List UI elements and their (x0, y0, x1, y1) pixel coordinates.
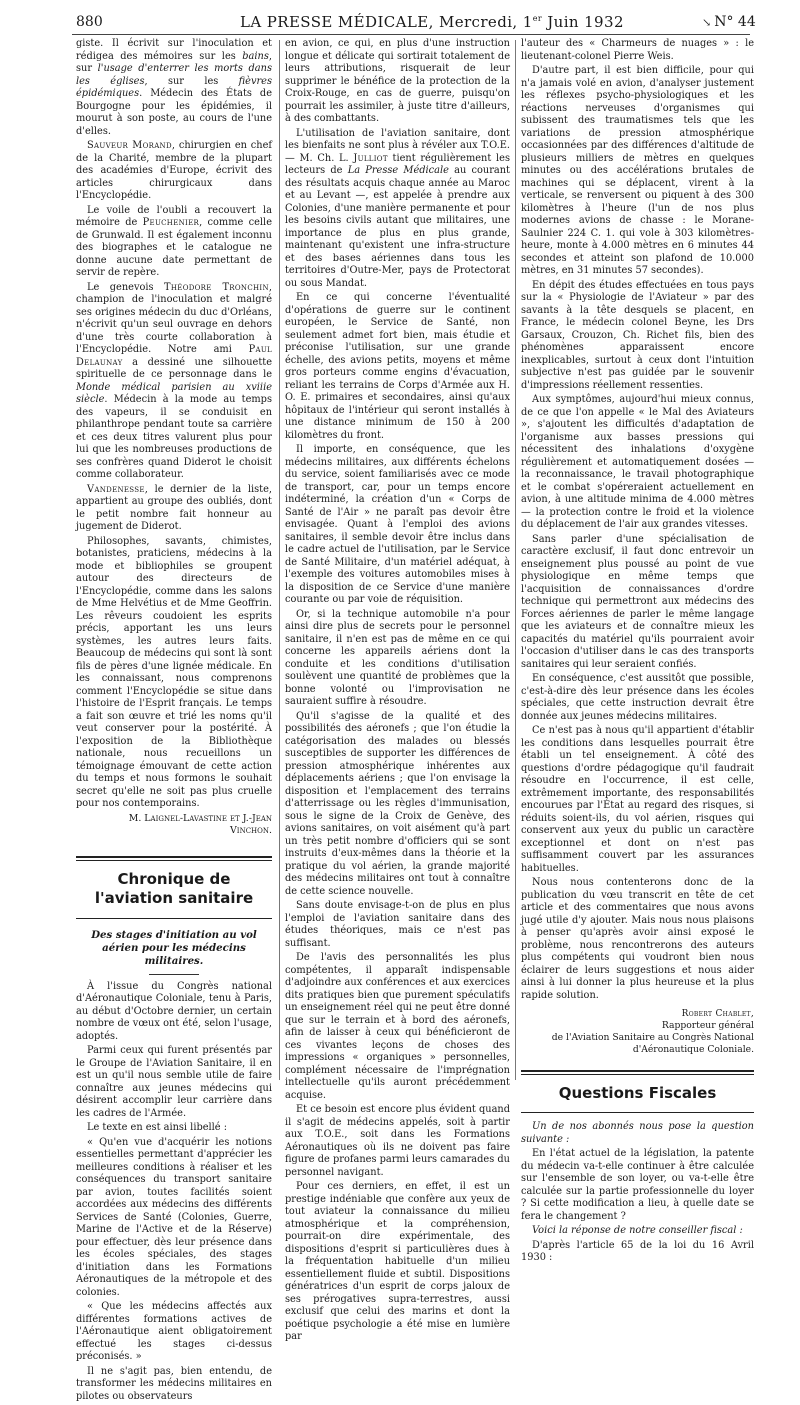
journal-name: LA PRESSE MÉDICALE, (240, 13, 434, 31)
journal-title (240, 13, 624, 31)
header-rule (72, 34, 750, 35)
question-text: En l'état actuel de la législation, la patente du médecin va-t-elle continuer à être calculée sur l'ensemble de son loyer, ou va-t-elle être calculée sur la partie professionnelle du loyer ? Si cette modification a lieu, à quelle date se fera le changement ? (521, 1148, 754, 1222)
signature-role: Rapporteur général (661, 1020, 754, 1031)
article-signature-block (521, 1008, 754, 1056)
paragraph: en avion, ce qui, en plus d'une instruction longue et délicate qui sortirait totalement de leurs attributions, risquerait de leur supprimer le bénéfice de la protection de la Croix-Rouge, en cas de guerre, puisqu'on pourrait les assimiler, à juste titre d'ailleurs, à des combattants. (285, 38, 510, 124)
paragraph: Philosophes, savants, chimistes, botanistes, praticiens, médecins à la mode et bibliophiles se groupent autour des directeurs de l'Encyclopédie, comme dans les salons de Mme Helvétius et de Mme Geoffrin. Les rêveurs coudoient les esprits précis, apportant les uns leurs systèmes, les autres leurs faits. Beaucoup de médecins qui sont là sont fils de pères d'une lignée médicale. En les connaissant, nous comprenons comment l'Encyclopédie se situe dans l'histoire de l'Esprit français. Le temps a fait son œuvre et trié les noms qu'il veut conserver pour la postérité. À l'exposition de la Bibliothèque nationale, nous recueillons un témoignage émouvant de cette action du temps et nous formons le souhait secret qu'elle ne soit pas plus cruelle pour nos contemporains. (76, 535, 272, 809)
paragraph: Parmi ceux qui furent présentés par le Groupe de l'Aviation Sanitaire, il en est un qu'il nous semble utile de faire connaître aux jeunes médecins qui désirent accomplir leur carrière dans les cadres de l'Armée. (76, 1045, 272, 1119)
issue-number-text: N° 44 (714, 14, 756, 30)
paragraph: Le genevois Théodore Tronchin, champion de l'inoculation et malgré ses origines médecin du duc d'Orléans, n'écrivit qu'un seul ouvrage en dehors d'une très courte collaboration à l'Encyclopédie. Notre ami Paul Delaunay a dessiné une silhouette spirituelle de ce personnage dans le Monde médical parisien au xviiie siècle. Médecin à la mode au temps des vapeurs, il se conduisit en philanthrope pendant toute sa carrière et ces deux titres valurent plus pour lui que les nombreuses productions de ses confrères quand Diderot le choisit comme collaborateur. (76, 281, 272, 480)
signature-role: de l'Aviation Sanitaire au Congrès National (551, 1032, 754, 1043)
paragraph: En ce qui concerne l'éventualité d'opérations de guerre sur le continent européen, le Service de Santé, non seulement admet fort bien, mais étudie et préconise l'utilisation, sur une grande échelle, des avions petits, moyens et même gros porteurs comme engins d'évacuation, reliant les terrains de Corps d'Armée aux H. O. E. primaires et secondaires, ainsi qu'aux hôpitaux de l'intérieur qui seront installés à une distance minimum de 150 à 200 kilomètres du front. (285, 292, 510, 441)
paragraph: Et ce besoin est encore plus évident quand il s'agit de médecins appelés, soit à partir aux T.O.E., soit dans les Formations Aéronautiques où ils ne doivent pas faire figure de profanes parmi leurs camarades du personnel navigant. (285, 1104, 510, 1178)
section-title-aviation: Chronique de l'aviation sanitaire (94, 869, 254, 907)
paragraph: Sauveur Morand, chirurgien en chef de la Charité, membre de la plupart des académies d'Europe, écrivit des articles chirurgicaux dans l'Encyclopédie. (76, 140, 272, 201)
answer-intro: Voici la réponse de notre conseiller fiscal : (532, 1225, 743, 1236)
short-rule (149, 974, 199, 975)
paragraph: Le texte en est ainsi libellé : (87, 1122, 227, 1133)
issue-day-sup: er (532, 14, 543, 23)
section-rule (76, 918, 272, 919)
answer-text: D'après l'article 65 de la loi du 16 Avril 1930 : (521, 1239, 754, 1263)
paragraph: Pour ces derniers, en effet, il est un prestige indéniable que confère aux yeux de tout aviateur la connaissance du milieu atmosphérique et la compréhension, pourrait-on dire expérimentale, des dispositions d'esprit si particulières dues à la fréquentation habituelle d'un milieu essentiellement fluide et subtil. Dispositions génératrices d'un esprit de corps jaloux de ses prérogatives supra-terrestres, aussi exclusif que celui des marins et dont la poétique psychologie a été mise en lumière par (285, 1181, 510, 1342)
issue-day: 1 (522, 13, 533, 31)
section-rule (76, 860, 272, 861)
paragraph: giste. Il écrivit sur l'inoculation et rédigea des mémoires sur les bains, sur l'usage d'enterrer les morts dans les églises, sur les fièvres épidémiques. Médecin des États de Bourgogne pour les épidémies, il mourut à son poste, au cours de l'une d'elles. (76, 38, 273, 137)
paragraph: De l'avis des personnalités les plus compétentes, il apparaît indispensable d'adjoindre aux conférences et aux exercices dits pratiques bien que purement spéculatifs un enseignement réel qui ne peut être donné que sur le terrain et à bord des aéronefs, afin de laisser à ceux qui bénéficieront de ces vivantes leçons de choses des impressions « organiques » personnelles, complément nécessaire de l'imprégnation intellectuelle qu'ils auront précédemment acquise. (285, 952, 510, 1101)
paragraph: Nous nous contenterons donc de la publication du vœu transcrit en tête de cet article et des commentaires que nous avons jugé utile d'y ajouter. Mais nous nous plaisons à penser qu'après avoir ainsi exposé le problème, nous rencontrerons des auteurs plus compétents qui voudront bien nous éclairer de leurs suggestions et nous aider ainsi à lui donner la plus heureuse et la plus rapide solution. (521, 877, 754, 1001)
section-rule (76, 856, 272, 858)
section-title-fiscal: Questions Fiscales (558, 1084, 717, 1102)
paragraph: D'autre part, il est bien difficile, pour qui n'a jamais volé en avion, d'analyser justement les réflexes psycho-physiologiques et les réactions nerveuses d'organismes qui subissent des traumatismes tels que les variations de pression atmosphérique occasionnées par des différences d'altitude de plusieurs milliers de mètres en quelques minutes ou des accélérations brutales de machines qui se déplacent, virent à la verticale, se renversent ou piquent à des 300 kilomètres à l'heure (l'un de nos plus modernes avions de chasse : le Morane-Saulnier 224 C. 1. qui vole à 303 kilomètres-heure, monte à 4.000 mètres en 6 minutes 44 secondes et atteint son plafond de 10.000 mètres, en 31 minutes 57 secondes). (521, 65, 754, 276)
paragraph: En dépit des études effectuées en tous pays sur la « Physiologie de l'Aviateur » par des savants à la tête desquels se placent, en France, le médecin colonel Beyne, les Drs Garsaux, Crouzon, Ch. Richet fils, bien des phénomènes apparaissent encore inexplicables, surtout à ceux dont l'intuition subjective n'est pas guidée par le souvenir d'impressions réellement ressenties. (521, 279, 754, 391)
page-header (0, 0, 800, 34)
section-rule (521, 1070, 754, 1072)
issue-number (702, 14, 756, 30)
paragraph: En conséquence, c'est aussitôt que possible, c'est-à-dire dès leur présence dans les écoles spéciales, que cette instruction devrait être donnée aux jeunes médecins militaires. (521, 673, 754, 722)
section-rule (521, 1074, 754, 1075)
paragraph: Il importe, en conséquence, que les médecins militaires, aux différents échelons du service, soient familiarisés avec ce mode de transport, car, pour un temps encore indéterminé, la création d'un « Corps de Santé de l'Air » ne paraît pas devoir être envisagée. Quant à l'emploi des avions sanitaires, il semble devoir être inclus dans le cadre actuel de l'utilisation, par le Service de Santé Militaire, d'un matériel adéquat, à l'exemple des voitures automobiles mises à la disposition de ce Service d'une manière courante ou par voie de réquisition. (285, 444, 510, 605)
paragraph: l'auteur des « Charmeurs de nuages » : le lieutenant-colonel Pierre Weis. (521, 38, 754, 62)
column-divider-left (279, 40, 280, 1080)
column-2 (285, 38, 510, 1346)
signature-name: Robert Chablet, (681, 1009, 754, 1019)
signature-role: d'Aéronautique Coloniale. (632, 1044, 754, 1055)
column-divider-right (515, 40, 516, 1080)
paragraph: « Qu'en vue d'acquérir les notions essentielles permettant d'apprécier les meilleures conditions à réaliser et les conséquences du transport sanitaire par avion, toutes facilités soient accordées aux médecins des différents Services de Santé (Colonies, Guerre, Marine de l'Active et de la Réserve) pour effectuer, dès leur présence dans les écoles spéciales, des stages d'initiation dans les Formations Aéronautiques de la métropole et des colonies. (76, 1136, 272, 1298)
article-signature: M. Laignel-Lavastine et J.-Jean Vinchon. (128, 812, 272, 836)
column-3 (521, 38, 754, 1267)
question-intro: Un de nos abonnés nous pose la question suivante : (521, 1121, 754, 1145)
paragraph: Sans doute envisage-t-on de plus en plus l'emploi de l'aviation sanitaire dans des études théoriques, mais ce n'est pas suffisant. (285, 900, 510, 949)
paragraph: Or, si la technique automobile n'a pour ainsi dire plus de secrets pour le personnel sanitaire, il n'en est pas de même en ce qui concerne les appareils aériens dont la conduite et les conditions d'utilisation soulèvent une quantité de problèmes que la bonne volonté ou l'improvisation ne sauraient suffire à résoudre. (285, 608, 510, 707)
issue-month-year: Juin 1932 (547, 13, 624, 31)
paragraph: Sans parler d'une spécialisation de caractère exclusif, il faut donc entrevoir un enseignement plus poussé au point de vue physiologique en même temps que l'acquisition de connaissances d'ordre technique qui permettront aux médecins des Forces aériennes de parler le même langage que les aviateurs et de connaître mieux les capacités du matériel qu'ils pourraient avoir l'occasion d'utiliser dans le cas des transports sanitaires qui leur seraient confiés. (521, 533, 754, 670)
arrow-icon: ↘ (702, 16, 712, 29)
issue-weekday: Mercredi, (438, 13, 518, 31)
paragraph: Qu'il s'agisse de la qualité et des possibilités des aéronefs ; que l'on étudie la catégorisation des malades ou blessés susceptibles de supporter les différences de pression atmosphérique inhérentes aux déplacements aériens ; que l'on envisage la disposition et l'emplacement des terrains d'atterrissage ou les règles d'immunisation, sous le signe de la Croix de Genève, des avions sanitaires, on voit aisément qu'à part un très petit nombre d'officiers qui se sont instruits d'eux-mêmes dans la théorie et la pratique du vol aérien, la grande majorité des médecins militaires ont tout à connaître de cette science nouvelle. (285, 710, 510, 897)
paragraph: Vandenesse, le dernier de la liste, appartient au groupe des oubliés, dont le petit nombre fait honneur au jugement de Diderot. (76, 483, 272, 532)
page-number: 880 (76, 14, 103, 30)
paragraph: « Que les médecins affectés aux différentes formations actives de l'Aéronautique aient obligatoirement effectué les stages ci-dessus préconisés. » (76, 1301, 272, 1362)
paragraph: À l'issue du Congrès national d'Aéronautique Coloniale, tenu à Paris, au début d'Octobre dernier, un certain nombre de vœux ont été, selon l'usage, adoptés. (76, 980, 272, 1042)
paragraph: Ce n'est pas à nous qu'il appartient d'établir les conditions dans lesquelles pourrait être établi un tel enseignement. À côté des questions d'ordre pédagogique qu'il faudrait résoudre en l'occurrence, il est celle, extrêmement importante, des responsabilités encourues par l'État au regard des risques, si réduits soient-ils, du vol aérien, risques qui conservent aux yeux du public un caractère exceptionnel et dont on n'est pas suffisamment couvert par les assurances habituelles. (521, 725, 754, 874)
paragraph: L'utilisation de l'aviation sanitaire, dont les bienfaits ne sont plus à révéler aux T.O.E. — M. Ch. L. Julliot tient régulièrement les lecteurs de La Presse Médicale au courant des résultats acquis chaque année au Maroc et au Levant —, est appelée à prendre aux Colonies, d'une manière permanente et pour les besoins civils autant que militaires, une importance de plus en plus grande, maintenant qu'existent une infra-structure et des bases aériennes dans tous les territoires d'Outre-Mer, pays de Protectorat ou sous Mandat. (285, 127, 510, 289)
paragraph: Il ne s'agit pas, bien entendu, de transformer les médecins militaires en pilotes ou observateurs (76, 1365, 272, 1402)
column-1 (76, 38, 272, 1405)
section-rule (521, 1112, 754, 1113)
paragraph: Aux symptômes, aujourd'hui mieux connus, de ce que l'on appelle « le Mal des Aviateurs », s'ajoutent les difficultés d'adaptation de l'organisme aux basses pressions qui nécessitent des inhalations d'oxygène régulièrement et automatiquement dosées — la reconnaissance, le travail photographique et le combat s'opéreraient actuellement en avion, à une altitude minima de 4.000 mètres — la protection contre le froid et la violence du déplacement de l'air aux grandes vitesses. (521, 394, 754, 530)
paragraph: Le voile de l'oubli a recouvert la mémoire de Peuchenier, comme celle de Grunwald. Il est également inconnu des biographes et le catalogue ne donne aucune date permettant de servir de repère. (76, 204, 272, 278)
article-subtitle: Des stages d'initiation au vol aérien pour les médecins militaires. (91, 928, 257, 967)
